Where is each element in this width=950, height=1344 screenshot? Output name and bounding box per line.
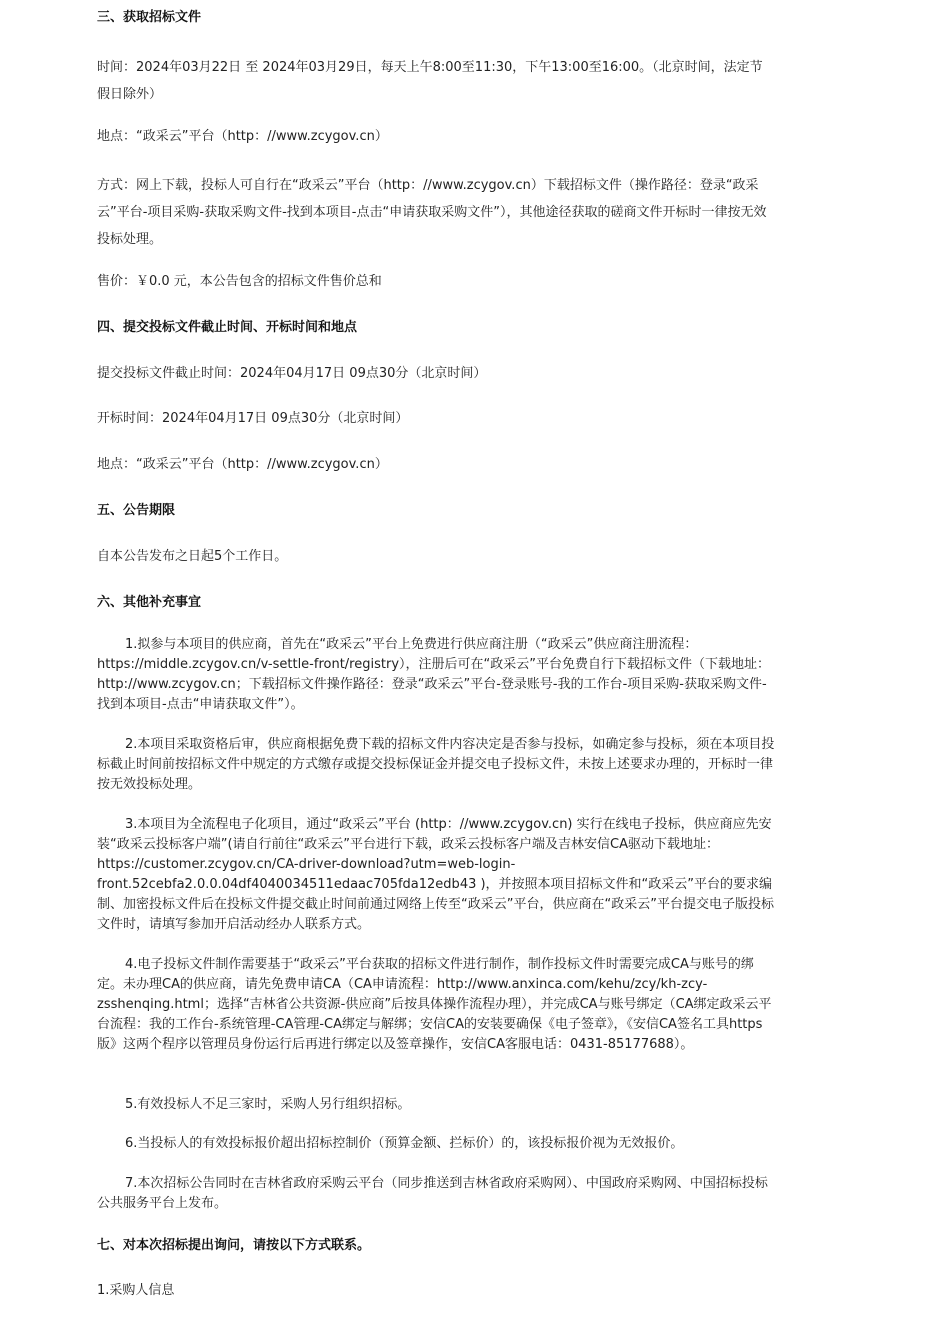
section-4-deadline: 提交投标文件截止时间：2024年04月17日 09点30分（北京时间） [97, 366, 487, 381]
section-4-opening: 开标时间：2024年04月17日 09点30分（北京时间） [97, 411, 409, 426]
section-6-item-7: 7.本次招标公告同时在吉林省政府采购云平台（同步推送到吉林省政府采购网）、中国政府采购网、中国招标投标公共服务平台上发布。 [97, 1176, 768, 1211]
section-6-item-1: 1.拟参与本项目的供应商，首先在“政采云”平台上免费进行供应商注册（“政采云”供应商注册流程：https://middle.zcygov.cn/v-settle-front/registry），注册后可在“政采云”平台免费自行下载招标文件（下载地址：http://www.zcygov.cn；下载招标文件操作路径：登录“政采云”平台-登录账号-我的工作台-项目采购-获取采购文件-找到本项目-点击“申请获取文件”）。 [97, 637, 770, 712]
section-6-item-6: 6.当投标人的有效投标报价超出招标控制价（预算金额、拦标价）的，该投标报价视为无效报价。 [125, 1136, 684, 1151]
section-6-item-4: 4.电子投标文件制作需要基于“政采云”平台获取的招标文件进行制作，制作投标文件时需要完成CA与账号的绑定。未办理CA的供应商，请先免费申请CA（CA申请流程：http://www.anxinca.com/kehu/zcy/kh-zcy-zsshenqing.html；选择“吉林省公共资源-供应商”后按具体操作流程办理），并完成CA与账号绑定（CA绑定政采云平台流程：我的工作台-系统管理-CA管理-CA绑定与解绑；安信CA的安装要确保《电子签章》，《安信CA签名工具https版》这两个程序以管理员身份运行后再进行绑定以及签章操作，安信CA客服电话：0431-85177688）。 [97, 957, 772, 1052]
section-3-method: 方式：网上下载，投标人可自行在“政采云”平台（http：//www.zcygov.cn）下载招标文件（操作路径：登录“政采云”平台-项目采购-获取采购文件-找到本项目-点击“申请获取采购文件”），其他途径获取的磋商文件开标时一律按无效投标处理。 [97, 178, 767, 247]
section-3-heading: 三、获取招标文件 [97, 10, 202, 25]
section-5-text: 自本公告发布之日起5个工作日。 [97, 549, 288, 564]
section-4-heading: 四、提交投标文件截止时间、开标时间和地点 [97, 320, 358, 335]
section-3-place: 地点：“政采云”平台（http：//www.zcygov.cn） [97, 129, 388, 144]
section-6-item-2: 2.本项目采取资格后审，供应商根据免费下载的招标文件内容决定是否参与投标，如确定参与投标，须在本项目投标截止时间前按招标文件中规定的方式缴存或提交投标保证金并提交电子投标文件，未按上述要求办理的，开标时一律按无效投标处理。 [97, 737, 775, 792]
section-6-item-5: 5.有效投标人不足三家时，采购人另行组织招标。 [125, 1097, 411, 1112]
section-3-time: 时间：2024年03月22日 至 2024年03月29日，每天上午8:00至11:30，下午13:00至16:00。（北京时间，法定节假日除外） [97, 60, 763, 102]
section-6-heading: 六、其他补充事宜 [97, 595, 202, 610]
section-6-item-3: 3.本项目为全流程电子化项目，通过“政采云”平台 (http：//www.zcygov.cn) 实行在线电子投标，供应商应先安装“政采云投标客户端”(请自行前往“政采云”平台进行下载，政采云投标客户端及吉林安信CA驱动下载地址：https://customer.zcygov.cn/CA-driver-download?utm=web-login-front.52cebfa2.0.0.04df4040034511edaac705fda12edb43 )，并按照本项目招标文件和“政采云”平台的要求编制、加密投标文件后在投标文件提交截止时间前通过网络上传至“政采云”平台，供应商在“政采云”平台提交电子版投标文件时，请填写参加开启活动经办人联系方式。 [97, 817, 774, 932]
section-7-sub1: 1.采购人信息 [97, 1283, 175, 1298]
section-7-heading: 七、对本次招标提出询问，请按以下方式联系。 [97, 1238, 371, 1253]
section-3-price: 售价：￥0.0 元，本公告包含的招标文件售价总和 [97, 274, 382, 289]
section-4-place: 地点：“政采云”平台（http：//www.zcygov.cn） [97, 457, 388, 472]
section-5-heading: 五、公告期限 [97, 503, 176, 518]
